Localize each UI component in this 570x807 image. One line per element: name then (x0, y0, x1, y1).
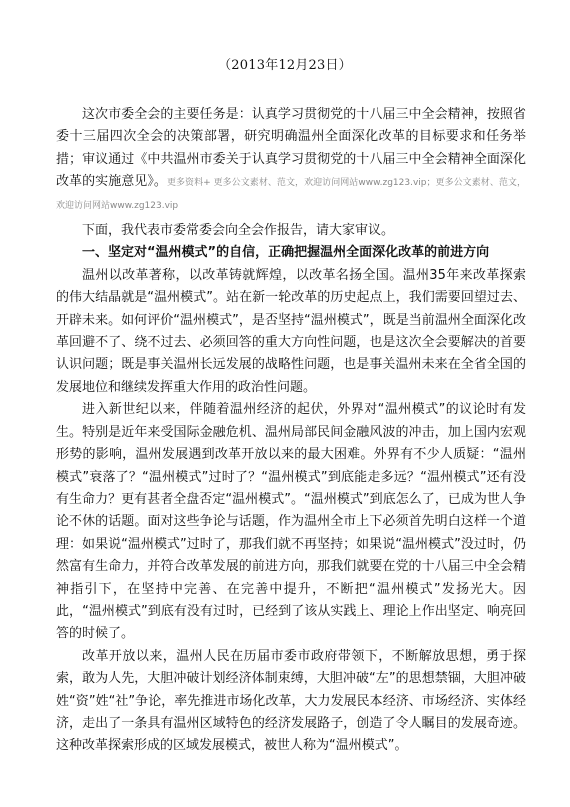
intro-paragraph (56, 104, 526, 216)
watermark-note: 更多资料+ 更多公文素材、范文，欢迎访问网站www.zg123.vip；更多公文素材、范文，欢迎访问网站www.zg123.vip (56, 178, 526, 211)
body-paragraph: 改革开放以来，温州人民在历届市委市政府带领下，不断解放思想，勇于探索，敢为人先，大胆冲破计划经济体制束缚，大胆冲破“左”的思想禁锢，大胆冲破姓“资”姓“社”争论，率先推进市场化改革，大力发展民本经济、市场经济、实体经济，走出了一条具有温州区域特色的经济发展路子，创造了令人瞩目的发展奇迹。这种改革探索形成的区域发展模式，被世人称为“温州模式”。 (56, 648, 526, 754)
document-body (56, 104, 526, 758)
document-date: （2013年12月23日） (218, 58, 352, 73)
body-paragraph: 进入新世纪以来，伴随着温州经济的起伏，外界对“温州模式”的议论时有发生。特别是近年来受国际金融危机、温州局部民间金融风波的冲击，加上国内宏观形势的影响，温州发展遇到改革开放以来的最大困难。外界有不少人质疑：“温州模式”衰落了？“温州模式”过时了？“温州模式”到底能走多远？“温州模式”还有没有生命力？更有甚者全盘否定“温州模式”。“温州模式”到底怎么了，已成为世人争论不休的话题。面对这些争论与话题，作为温州全市上下必须首先明白这样一个道理：如果说“温州模式”过时了，那我们就不再坚持；如果说“温州模式”没过时，仍然富有生命力，并符合改革发展的前进方向，那我们就要在党的十八届三中全会精神指引下，在坚持中完善、在完善中提升，不断把“温州模式”发扬光大。因此，“温州模式”到底有没有过时，已经到了该从实践上、理论上作出坚定、响亮回答的时候了。 (56, 402, 526, 642)
body-paragraph: 温州以改革著称，以改革铸就辉煌，以改革名扬全国。温州35年来改革探索的伟大结晶就是“温州模式”。站在新一轮改革的历史起点上，我们需要回望过去、开辟未来。如何评价“温州模式”，是否坚持“温州模式”，既是当前温州全面深化改革回避不了、绕不过去、必须回答的重大方向性问题，也是这次全会要解决的首要认识问题；既是事关温州长远发展的战略性问题，也是事关温州未来在全省全国的发展地位和继续发挥重大作用的政治性问题。 (56, 267, 526, 395)
report-line: 下面，我代表市委常委会向全会作报告，请大家审议。 (82, 223, 395, 239)
intro-text: 这次市委全会的主要任务是：认真学习贯彻党的十八届三中全会精神，按照省委十三届四次全会的决策部署，研究明确温州全面深化改革的目标要求和任务举措；审议通过《中共温州市委关于认真学习贯彻党的十八届三中全会精神全面深化改革的实施意见》。 (56, 107, 526, 190)
section-heading: 一、坚定对“温州模式”的自信，正确把握温州全面深化改革的前进方向 (82, 245, 490, 261)
